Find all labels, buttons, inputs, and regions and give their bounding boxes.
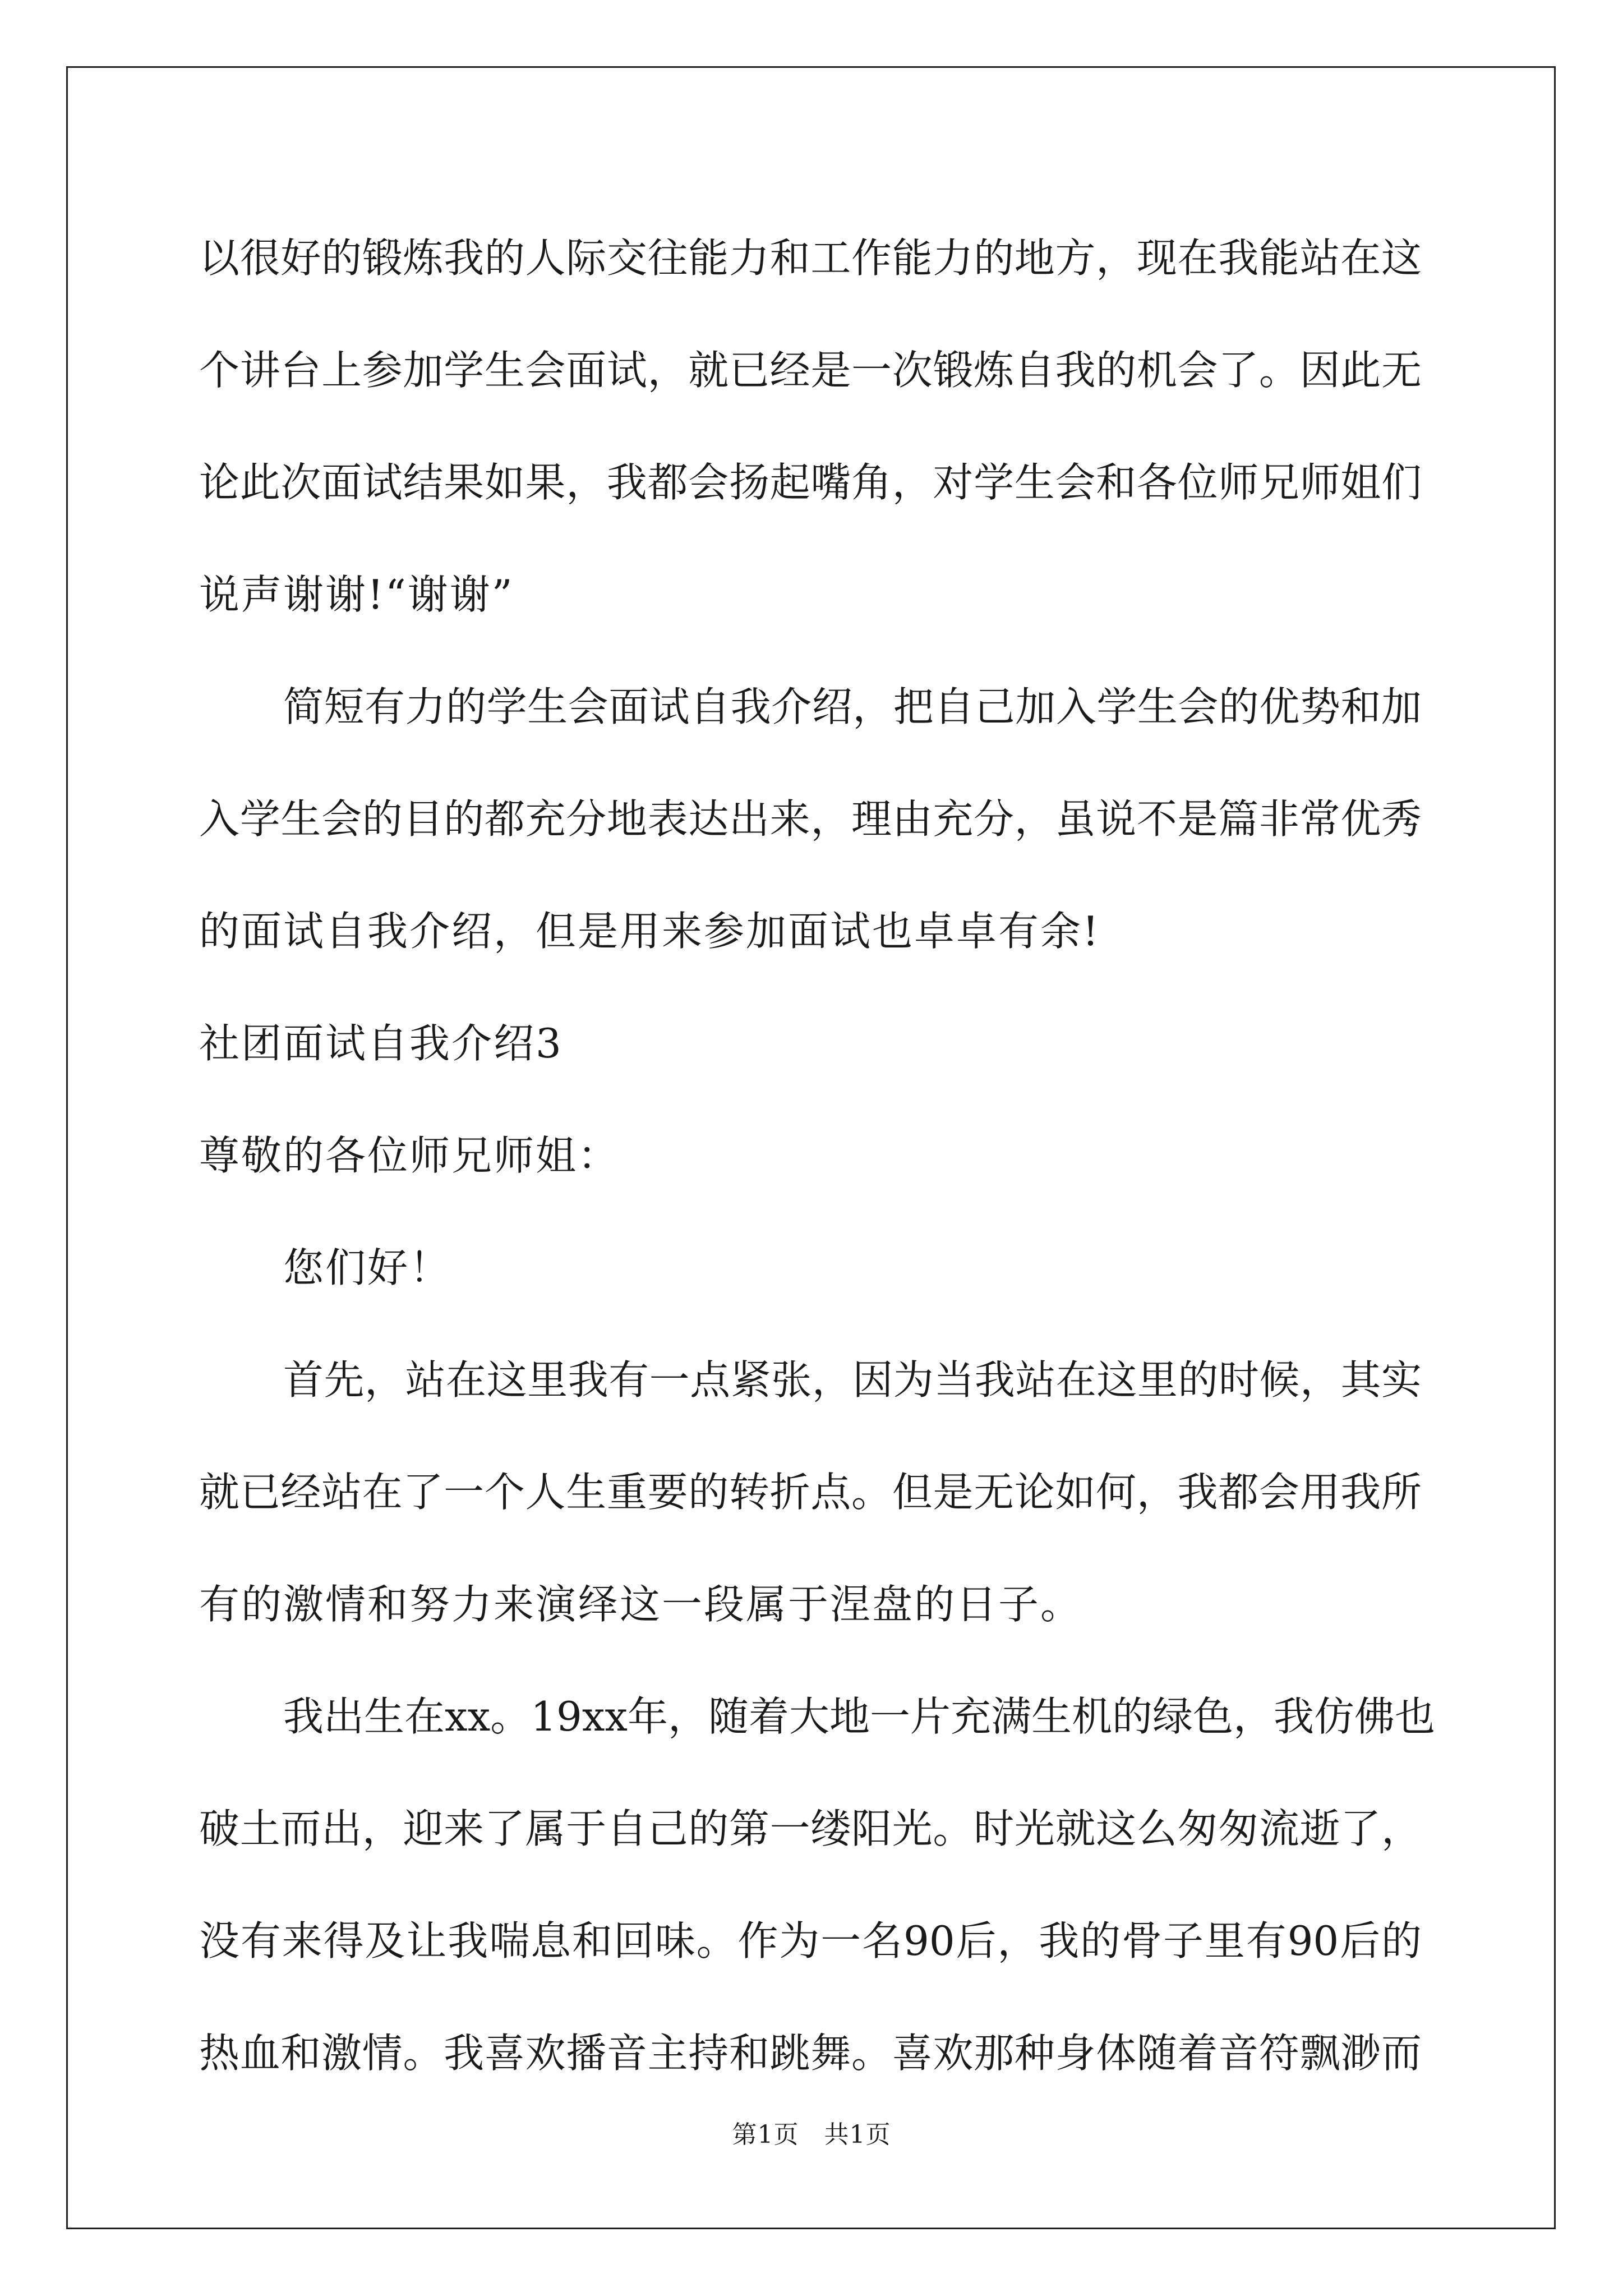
page-footer: 第1页 共1页: [732, 2120, 891, 2149]
text-line: 就已经站在了一个人生重要的转折点。但是无论如何，我都会用我所: [199, 1469, 1422, 1516]
text-line: 没有来得及让我喘息和回味。作为一名90后，我的骨子里有90后的: [199, 1917, 1422, 1964]
text-line: 个讲台上参加学生会面试，就已经是一次锻炼自我的机会了。因此无: [199, 347, 1422, 394]
text-line: 说声谢谢!“谢谢”: [199, 571, 514, 618]
text-line: 以很好的锻炼我的人际交往能力和工作能力的地方，现在我能站在这: [199, 234, 1422, 282]
text-line: 的面试自我介绍，但是用来参加面试也卓卓有余!: [199, 908, 1100, 955]
greeting: 您们好！: [283, 1244, 452, 1291]
text-line: 首先，站在这里我有一点紧张，因为当我站在这里的时候，其实: [283, 1356, 1422, 1404]
text-line: 有的激情和努力来演绎这一段属于涅盘的日子。: [199, 1581, 1083, 1628]
text-line: 简短有力的学生会面试自我介绍，把自己加入学生会的优势和加: [283, 683, 1422, 730]
text-line: 破土而出，迎来了属于自己的第一缕阳光。时光就这么匆匆流逝了，: [199, 1805, 1422, 1852]
text-line: 热血和激情。我喜欢播音主持和跳舞。喜欢那种身体随着音符飘渺而: [199, 2030, 1422, 2077]
text-line: 我出生在xx。19xx年，随着大地一片充满生机的绿色，我仿佛也: [283, 1693, 1436, 1740]
text-line: 入学生会的目的都充分地表达出来，理由充分，虽说不是篇非常优秀: [199, 795, 1422, 843]
section-heading: 社团面试自我介绍3: [199, 1020, 563, 1067]
text-line: 论此次面试结果如果，我都会扬起嘴角，对学生会和各位师兄师姐们: [199, 459, 1422, 506]
salutation: 尊敬的各位师兄师姐：: [199, 1132, 620, 1179]
